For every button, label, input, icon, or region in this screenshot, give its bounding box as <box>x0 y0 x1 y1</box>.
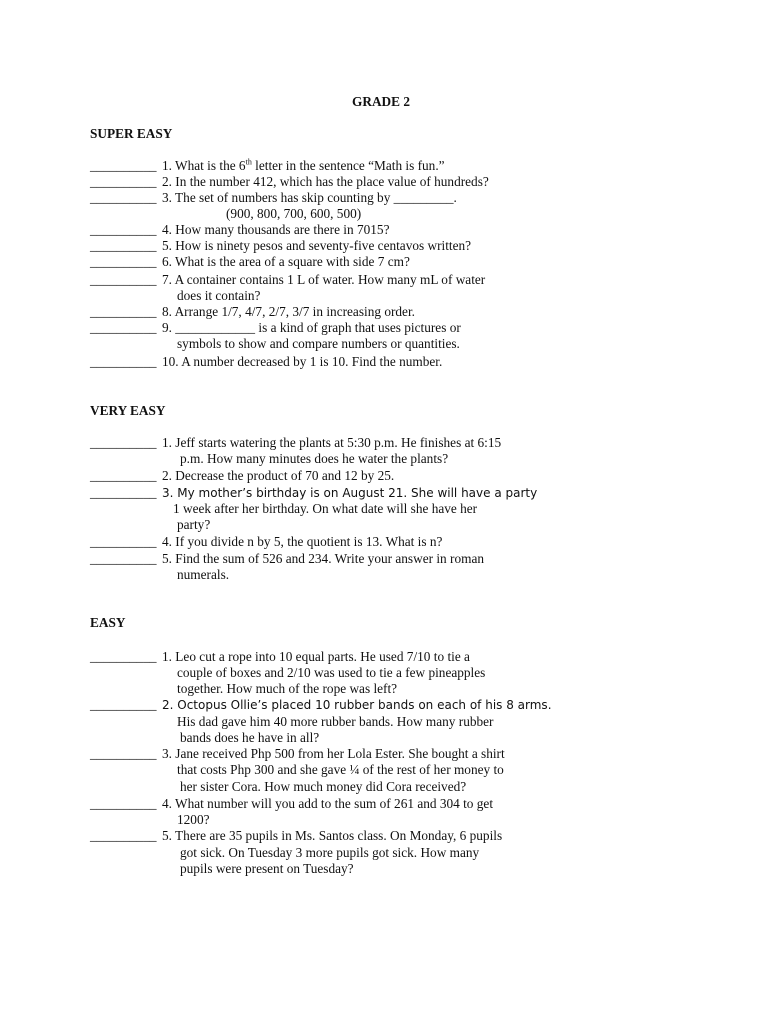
question-text: 10. A number decreased by 1 is 10. Find the number. <box>162 354 443 369</box>
question-text: party? <box>177 517 211 532</box>
question-text: 1. Jeff starts watering the plants at 5:30 p.m. He finishes at 6:15 <box>162 435 502 450</box>
question-text: got sick. On Tuesday 3 more pupils got sick. How many <box>180 845 480 860</box>
question-text: 1200? <box>177 812 210 827</box>
answer-blank: __________ <box>90 697 157 712</box>
answer-blank: __________ <box>90 190 157 205</box>
answer-blank: __________ <box>90 158 157 173</box>
section-heading-super-easy: SUPER EASY <box>90 126 173 141</box>
page-title: GRADE 2 <box>352 94 410 109</box>
question-text: does it contain? <box>177 288 261 303</box>
answer-blank: __________ <box>90 435 157 450</box>
answer-blank: __________ <box>90 649 157 664</box>
answer-blank: __________ <box>90 238 157 253</box>
answer-blank: __________ <box>90 534 157 549</box>
section-heading-very-easy: VERY EASY <box>90 403 166 418</box>
question-text: p.m. How many minutes does he water the plants? <box>180 451 449 466</box>
question-text: His dad gave him 40 more rubber bands. How many rubber <box>177 714 494 729</box>
question-text: symbols to show and compare numbers or quantities. <box>177 336 460 351</box>
question-text: 4. What number will you add to the sum of 261 and 304 to get <box>162 796 494 811</box>
answer-blank: __________ <box>90 272 157 287</box>
question-text: together. How much of the rope was left? <box>177 681 398 696</box>
question-text: 2. Octopus Ollie’s placed 10 rubber bands on each of his 8 arms. <box>162 698 552 712</box>
question-text: 3. The set of numbers has skip counting by _________. <box>162 190 457 205</box>
question-text: 1 week after her birthday. On what date will she have her <box>173 501 478 516</box>
answer-blank: __________ <box>90 304 157 319</box>
question-text: bands does he have in all? <box>180 730 320 745</box>
number-set: (900, 800, 700, 600, 500) <box>226 206 362 221</box>
answer-blank: __________ <box>90 320 157 335</box>
question-text: 2. Decrease the product of 70 and 12 by 25. <box>162 468 395 483</box>
answer-blank: __________ <box>90 746 157 761</box>
question-text: numerals. <box>177 567 230 582</box>
question-text: 1. What is the 6th letter in the sentence “Math is fun.” <box>162 157 445 173</box>
question-text: 3. Jane received Php 500 from her Lola Ester. She bought a shirt <box>162 746 505 761</box>
section-heading-easy: EASY <box>90 615 126 630</box>
question-text: 9. ____________ is a kind of graph that uses pictures or <box>162 320 461 335</box>
question-text: 4. If you divide n by 5, the quotient is 13. What is n? <box>162 534 443 549</box>
answer-blank: __________ <box>90 468 157 483</box>
question-text: 8. Arrange 1/7, 4/7, 2/7, 3/7 in increasing order. <box>162 304 415 319</box>
question-text: her sister Cora. How much money did Cora received? <box>180 779 467 794</box>
question-text: 2. In the number 412, which has the place value of hundreds? <box>162 174 489 189</box>
question-text: 3. My mother’s birthday is on August 21. She will have a party <box>162 486 538 500</box>
question-text: couple of boxes and 2/10 was used to tie a few pineapples <box>177 665 486 680</box>
question-text: that costs Php 300 and she gave ¼ of the rest of her money to <box>177 762 504 777</box>
question-text: 1. Leo cut a rope into 10 equal parts. He used 7/10 to tie a <box>162 649 470 664</box>
answer-blank: __________ <box>90 551 157 566</box>
answer-blank: __________ <box>90 222 157 237</box>
answer-blank: __________ <box>90 174 157 189</box>
question-text: 5. How is ninety pesos and seventy-five centavos written? <box>162 238 472 253</box>
answer-blank: __________ <box>90 828 157 843</box>
answer-blank: __________ <box>90 796 157 811</box>
answer-blank: __________ <box>90 254 157 269</box>
answer-blank: __________ <box>90 354 157 369</box>
question-text: 5. Find the sum of 526 and 234. Write your answer in roman <box>162 551 484 566</box>
question-text: 6. What is the area of a square with side 7 cm? <box>162 254 410 269</box>
question-text: 4. How many thousands are there in 7015? <box>162 222 390 237</box>
answer-blank: __________ <box>90 485 157 500</box>
question-text: 5. There are 35 pupils in Ms. Santos class. On Monday, 6 pupils <box>162 828 503 843</box>
question-text: pupils were present on Tuesday? <box>180 861 354 876</box>
question-text: 7. A container contains 1 L of water. How many mL of water <box>162 272 486 287</box>
